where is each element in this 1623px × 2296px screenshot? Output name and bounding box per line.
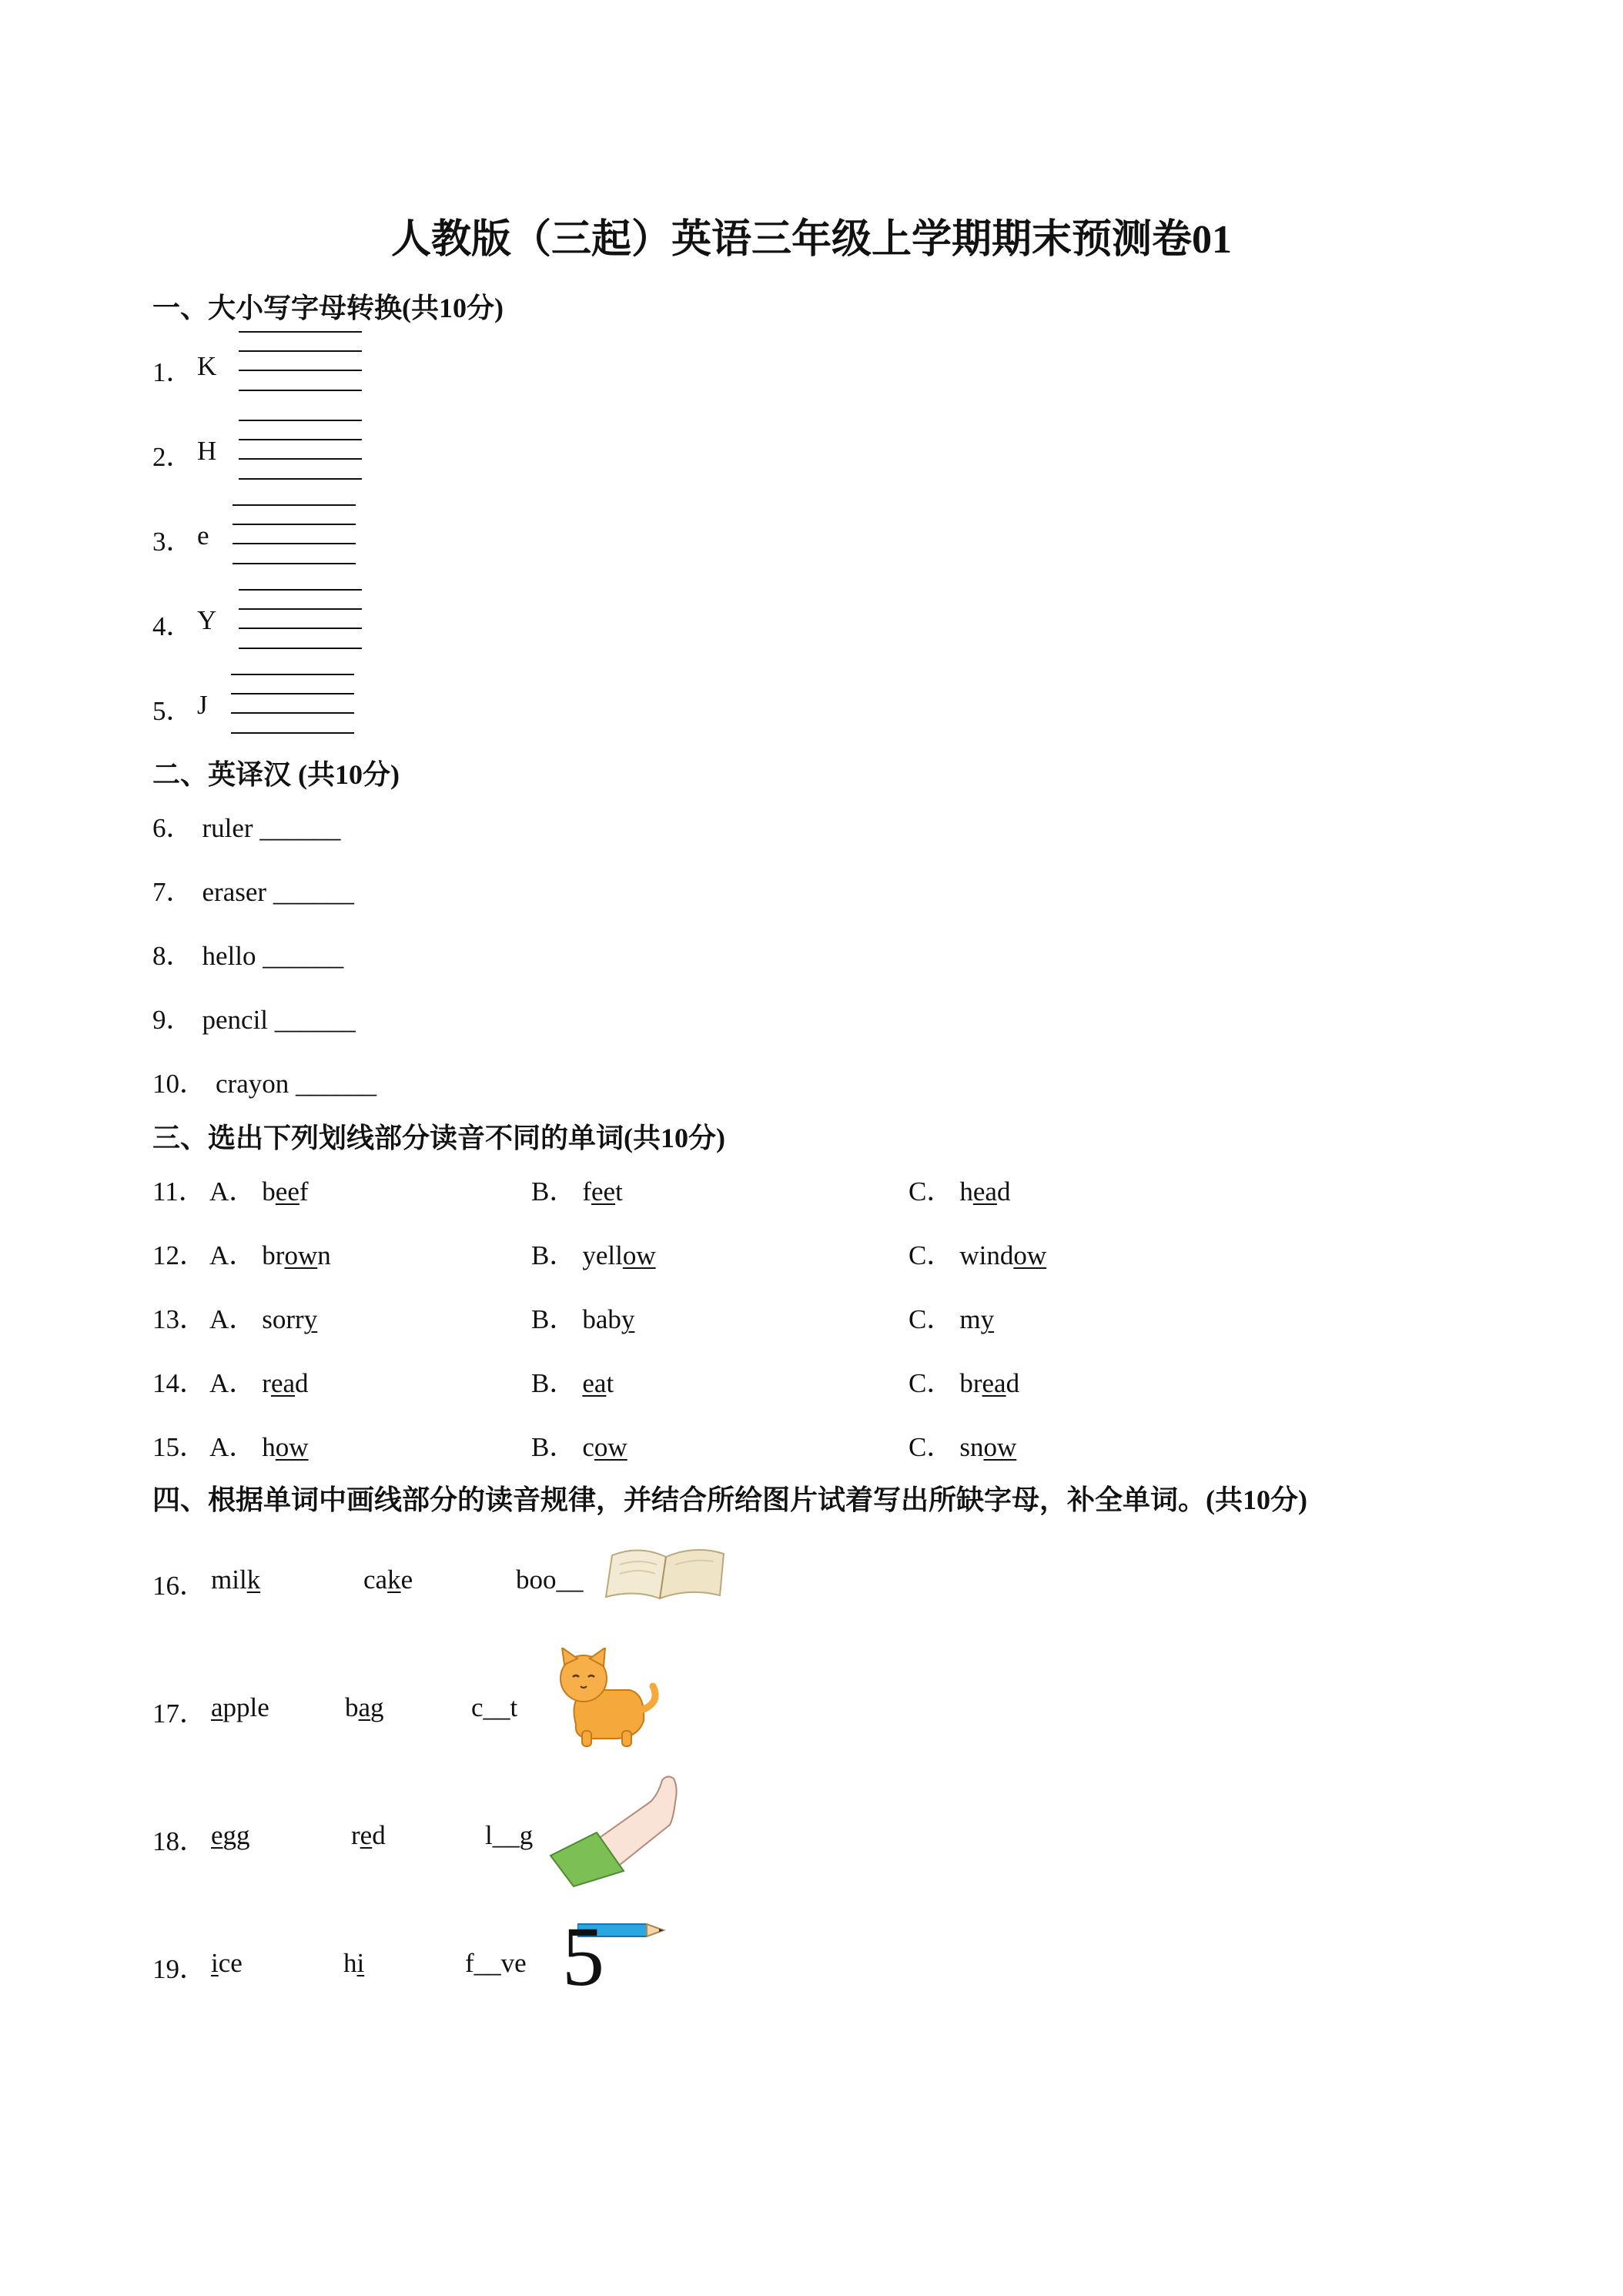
question-9 xyxy=(152,999,356,1037)
word-part: wind xyxy=(959,1240,1014,1270)
option-c[interactable] xyxy=(909,1426,1016,1464)
letter: Y xyxy=(197,605,217,635)
word-part: f xyxy=(582,1176,592,1207)
word: hello xyxy=(202,941,256,971)
option-c[interactable] xyxy=(909,1298,994,1337)
example-word-2: bag xyxy=(345,1692,384,1722)
page-title: 人教版（三起）英语三年级上学期期末预测卷01 xyxy=(390,218,1232,262)
word-part: b xyxy=(262,1176,276,1207)
option-label: C． xyxy=(909,1368,954,1398)
option-label: C． xyxy=(909,1240,954,1270)
question-number: 16． xyxy=(152,1571,207,1601)
book-icon xyxy=(604,1541,728,1603)
section-1-heading: 一、大小写字母转换(共10分) xyxy=(152,293,504,323)
question-number: 11． xyxy=(152,1176,206,1207)
question-number: 14． xyxy=(152,1368,207,1398)
word-part: r xyxy=(262,1368,271,1398)
option-c[interactable] xyxy=(909,1170,1010,1209)
letter: H xyxy=(197,436,217,466)
underlined-part: ea xyxy=(972,1176,997,1207)
underlined-part: ow xyxy=(983,1432,1017,1462)
fill-word[interactable]: c__t xyxy=(471,1692,518,1722)
question-number: 15． xyxy=(152,1432,207,1462)
word-part: sorr xyxy=(262,1304,304,1334)
example-word-2: red xyxy=(351,1820,386,1850)
question-number: 17． xyxy=(152,1699,207,1729)
question-number: 18． xyxy=(152,1826,207,1856)
word-part: c xyxy=(582,1432,594,1462)
section-3-heading: 三、选出下列划线部分读音不同的单词(共10分) xyxy=(152,1123,725,1153)
letter: e xyxy=(197,520,209,551)
question-8 xyxy=(152,935,343,973)
underlined-part: ee xyxy=(275,1176,300,1207)
word-part: h xyxy=(959,1176,973,1207)
question-number: 19． xyxy=(152,1954,207,1984)
question-6 xyxy=(152,807,340,845)
underlined-part: ea xyxy=(982,1368,1006,1398)
option-b[interactable] xyxy=(531,1362,614,1401)
question-7 xyxy=(152,871,354,909)
option-a[interactable] xyxy=(209,1170,309,1209)
question-number: 8． xyxy=(152,941,193,971)
fill-word[interactable]: f__ve xyxy=(465,1948,527,1978)
underlined-part: y xyxy=(621,1304,635,1334)
fill-word[interactable]: boo__ xyxy=(516,1565,584,1595)
option-a[interactable] xyxy=(209,1426,309,1464)
word: eraser xyxy=(202,877,267,907)
word-part: t xyxy=(606,1368,614,1398)
underlined-part: y xyxy=(980,1304,995,1334)
question-number: 7． xyxy=(152,877,193,907)
example-word-1: ice xyxy=(211,1948,243,1978)
option-label: B． xyxy=(531,1368,577,1398)
word-part: n xyxy=(317,1240,331,1270)
option-b[interactable] xyxy=(531,1298,634,1337)
example-word-2: hi xyxy=(343,1948,365,1978)
question-10 xyxy=(152,1063,376,1101)
option-label: B． xyxy=(531,1176,577,1207)
underlined-part: ea xyxy=(582,1368,607,1398)
question-number: 12． xyxy=(152,1240,207,1270)
word-part: t xyxy=(615,1176,623,1207)
word-part: h xyxy=(262,1432,276,1462)
word: ruler xyxy=(202,813,253,843)
underlined-part: ow xyxy=(594,1432,627,1462)
underlined-part: ee xyxy=(591,1176,616,1207)
section-4-heading: 四、根据单词中画线部分的读音规律，并结合所给图片试着写出所缺字母，补全单词。(共10分) xyxy=(152,1484,1307,1515)
option-label: C． xyxy=(909,1432,954,1462)
leg-icon xyxy=(543,1771,689,1890)
underlined-part: ow xyxy=(622,1240,656,1270)
word-part: br xyxy=(262,1240,285,1270)
option-label: C． xyxy=(909,1176,954,1207)
option-label: B． xyxy=(531,1240,577,1270)
word-part: d xyxy=(295,1368,309,1398)
word-part: yell xyxy=(582,1240,623,1270)
option-b[interactable] xyxy=(531,1426,627,1464)
answer-blank[interactable]: ______ xyxy=(259,813,341,843)
question-number: 3． xyxy=(152,527,193,557)
word-part: d xyxy=(996,1176,1011,1207)
question-number: 6． xyxy=(152,813,193,843)
option-c[interactable] xyxy=(909,1362,1019,1401)
option-b[interactable] xyxy=(531,1170,623,1209)
option-label: A． xyxy=(209,1176,256,1207)
answer-blank[interactable]: ______ xyxy=(296,1069,376,1099)
underlined-part: ow xyxy=(284,1240,318,1270)
word-part: bab xyxy=(582,1304,621,1334)
word-part: d xyxy=(1006,1368,1020,1398)
option-a[interactable] xyxy=(209,1362,309,1401)
answer-blank[interactable]: ______ xyxy=(263,941,344,971)
example-word-1: egg xyxy=(211,1820,250,1850)
question-number: 13． xyxy=(152,1304,207,1334)
option-a[interactable] xyxy=(209,1234,331,1273)
digit-five: 5 xyxy=(562,1909,604,2003)
example-word-1: apple xyxy=(211,1692,269,1722)
question-number: 10． xyxy=(152,1069,207,1099)
underlined-part: ow xyxy=(275,1432,309,1462)
word-part: f xyxy=(299,1176,309,1207)
example-word-2: cake xyxy=(363,1565,413,1595)
letter: K xyxy=(197,351,217,381)
option-b[interactable] xyxy=(531,1234,656,1273)
option-label: C． xyxy=(909,1304,954,1334)
word: crayon xyxy=(216,1069,289,1099)
question-number: 2． xyxy=(152,442,193,472)
option-label: A． xyxy=(209,1368,256,1398)
underlined-part: ea xyxy=(270,1368,296,1398)
option-label: B． xyxy=(531,1432,577,1462)
answer-blank[interactable]: ______ xyxy=(273,877,354,907)
word: pencil xyxy=(202,1005,269,1035)
option-label: A． xyxy=(209,1240,256,1270)
five-icon xyxy=(562,1909,670,2003)
word-part: sn xyxy=(959,1432,984,1462)
option-label: A． xyxy=(209,1432,256,1462)
option-a[interactable] xyxy=(209,1298,317,1337)
question-number: 9． xyxy=(152,1005,193,1035)
underlined-part: y xyxy=(303,1304,318,1334)
word-part: br xyxy=(959,1368,982,1398)
word-part: m xyxy=(959,1304,981,1334)
cat-icon xyxy=(545,1648,661,1748)
example-word-1: milk xyxy=(211,1565,261,1595)
option-label: A． xyxy=(209,1304,256,1334)
letter: J xyxy=(197,690,208,720)
question-number: 1． xyxy=(152,357,193,387)
question-number: 5． xyxy=(152,696,193,726)
option-label: B． xyxy=(531,1304,577,1334)
fill-word[interactable]: l__g xyxy=(485,1820,534,1850)
answer-blank[interactable]: ______ xyxy=(274,1005,356,1035)
question-number: 4． xyxy=(152,611,193,641)
option-c[interactable] xyxy=(909,1234,1046,1273)
section-2-heading: 二、英译汉 (共10分) xyxy=(152,759,400,790)
underlined-part: ow xyxy=(1013,1240,1047,1270)
